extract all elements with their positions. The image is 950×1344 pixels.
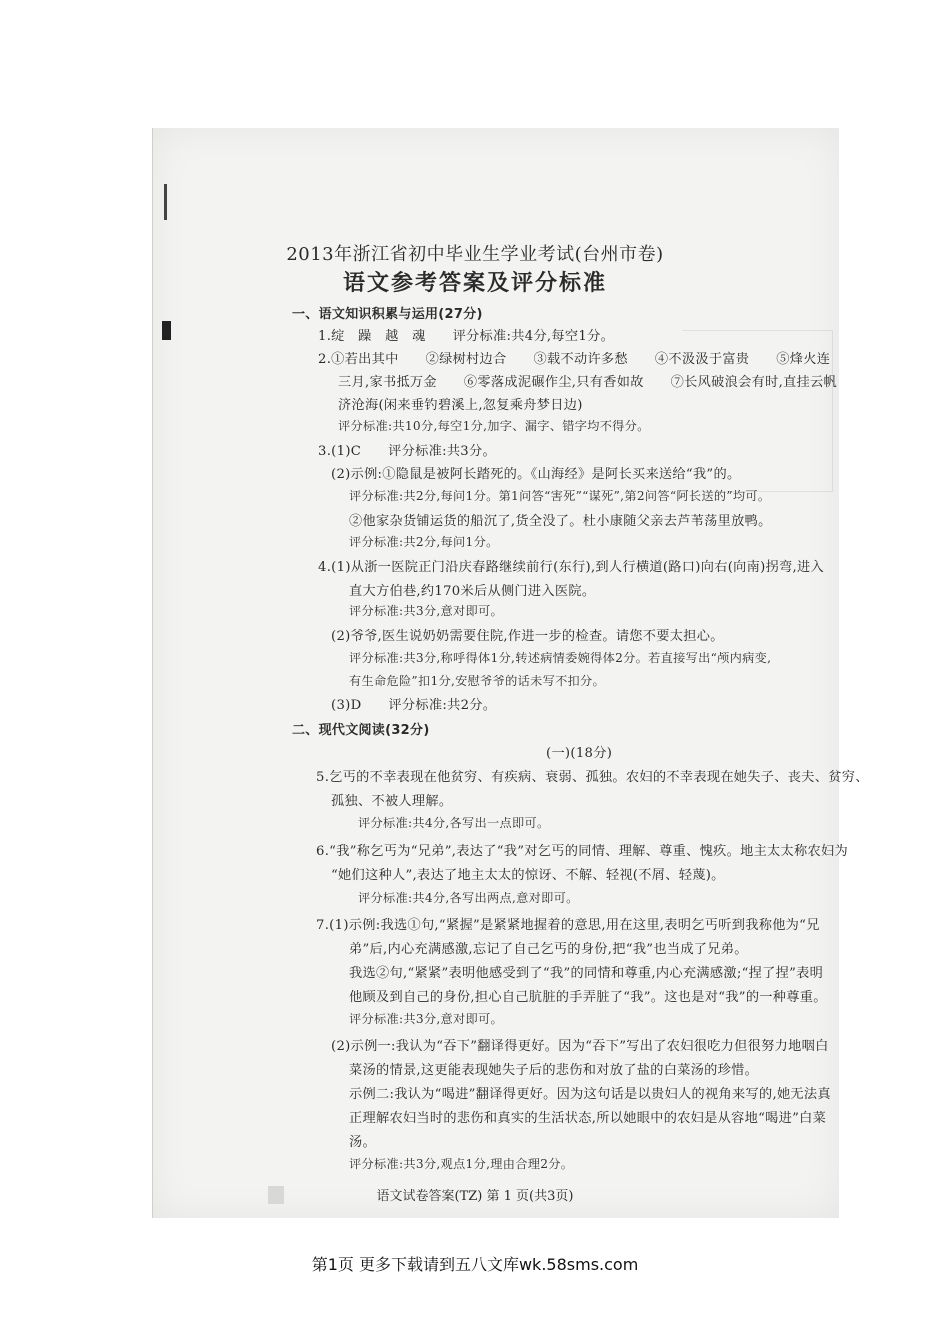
scoring-standard: 评分标准:共3分,意对即可。 [349,604,503,618]
answer-line: 3.(1)C 评分标准:共3分。 [318,444,496,459]
answer-line: 示例二:我认为“喝进”翻译得更好。因为这句话是以贵妇人的视角来写的,她无法真 [349,1087,831,1102]
answer-line: 菜汤的情景,这更能表现她失子后的悲伤和对放了盐的白菜汤的珍惜。 [349,1063,759,1078]
answer-line: 汤。 [349,1135,376,1150]
scoring-standard: 评分标准:共4分,各写出两点,意对即可。 [358,891,579,905]
answer-line: 2.①若出其中 ②绿树村边合 ③载不动许多愁 ④不汲汲于富贵 ⑤烽火连 [318,352,831,367]
section-heading-1: 一、语文知识积累与运用(27分) [292,307,483,322]
answer-line: ②他家杂货铺运货的船沉了,货全没了。杜小康随父亲去芦苇荡里放鸭。 [349,514,772,529]
doc-subtitle: 语文参考答案及评分标准 [342,271,607,296]
answer-line: (2)示例:①隐鼠是被阿长踏死的。《山海经》是阿长买来送给“我”的。 [331,467,741,482]
answer-line: 我选②句,“紧紧”表明他感受到了“我”的同情和尊重,内心充满感激;“捏了捏”表明 [349,966,824,981]
section-heading-2: 二、现代文阅读(32分) [292,723,430,738]
scoring-standard: 评分标准:共2分,每问1分。 [349,535,499,549]
answer-line: (3)D 评分标准:共2分。 [331,698,497,713]
scoring-standard: 有生命危险”扣1分,安慰爷爷的话未写不扣分。 [349,674,606,688]
answer-line: 1.绽 躁 越 魂 评分标准:共4分,每空1分。 [318,329,615,344]
scan-mark [164,184,167,220]
scan-mark-block [162,321,171,340]
answer-line: 4.(1)从浙一医院正门沿庆春路继续前行(东行),到人行横道(路口)向右(向南)拐弯,进入 [318,560,825,575]
page-footer: 第1页 更多下载请到五八文库wk.58sms.com [311,1255,639,1274]
scoring-standard: 评分标准:共10分,每空1分,加字、漏字、错字均不得分。 [338,419,650,433]
scoring-standard: 评分标准:共4分,各写出一点即可。 [358,816,550,830]
exam-title: 2013年浙江省初中毕业生学业考试(台州市卷) [286,244,664,265]
scoring-standard: 评分标准:共2分,每问1分。第1问答“害死”“谋死”,第2问答“阿长送的”均可。 [349,489,771,503]
answer-line: 5.乞丐的不幸表现在他贫穷、有疾病、衰弱、孤独。农妇的不幸表现在她失子、丧夫、贫穷、 [316,770,869,785]
answer-line: 直大方伯巷,约170米后从侧门进入医院。 [349,584,596,599]
answer-line: 7.(1)示例:我选①句,“紧握”是紧紧地握着的意思,用在这里,表明乞丐听到我称他为“兄 [316,918,820,933]
answer-line: 三月,家书抵万金 ⑥零落成泥碾作尘,只有香如故 ⑦长风破浪会有时,直挂云帆 [338,375,838,390]
answer-line: 6.“我”称乞丐为“兄弟”,表达了“我”对乞丐的同情、理解、尊重、愧疚。地主太太称农妇为 [316,844,848,859]
answer-line: 弟”后,内心充满感激,忘记了自己乞丐的身份,把“我”也当成了兄弟。 [349,942,748,957]
answer-line: (2)爷爷,医生说奶奶需要住院,作进一步的检查。请您不要太担心。 [331,629,724,644]
answer-line: 孤独、不被人理解。 [331,794,453,809]
scoring-standard: 评分标准:共3分,观点1分,理由合理2分。 [349,1157,574,1171]
answer-line: 正理解农妇当时的悲伤和真实的生活状态,所以她眼中的农妇是从容地“喝进”白菜 [349,1111,827,1126]
subsection-heading: (一)(18分) [546,746,613,761]
scoring-standard: 评分标准:共3分,意对即可。 [349,1012,503,1026]
answer-line: (2)示例一:我认为“吞下”翻译得更好。因为“吞下”写出了农妇很吃力但很努力地咽白 [331,1039,829,1054]
answer-line: 他顾及到自己的身份,担心自己肮脏的手弄脏了“我”。这也是对“我”的一种尊重。 [349,990,827,1005]
scan-page-footer: 语文试卷答案(TZ) 第 1 页(共3页) [376,1189,574,1204]
scoring-standard: 评分标准:共3分,称呼得体1分,转述病情委婉得体2分。若直接写出“颅内病变, [349,651,772,665]
answer-line: “她们这种人”,表达了地主太太的惊讶、不解、轻视(不屑、轻蔑)。 [331,868,725,883]
answer-line: 济沧海(闲来垂钓碧溪上,忽复乘舟梦日边) [338,398,583,413]
